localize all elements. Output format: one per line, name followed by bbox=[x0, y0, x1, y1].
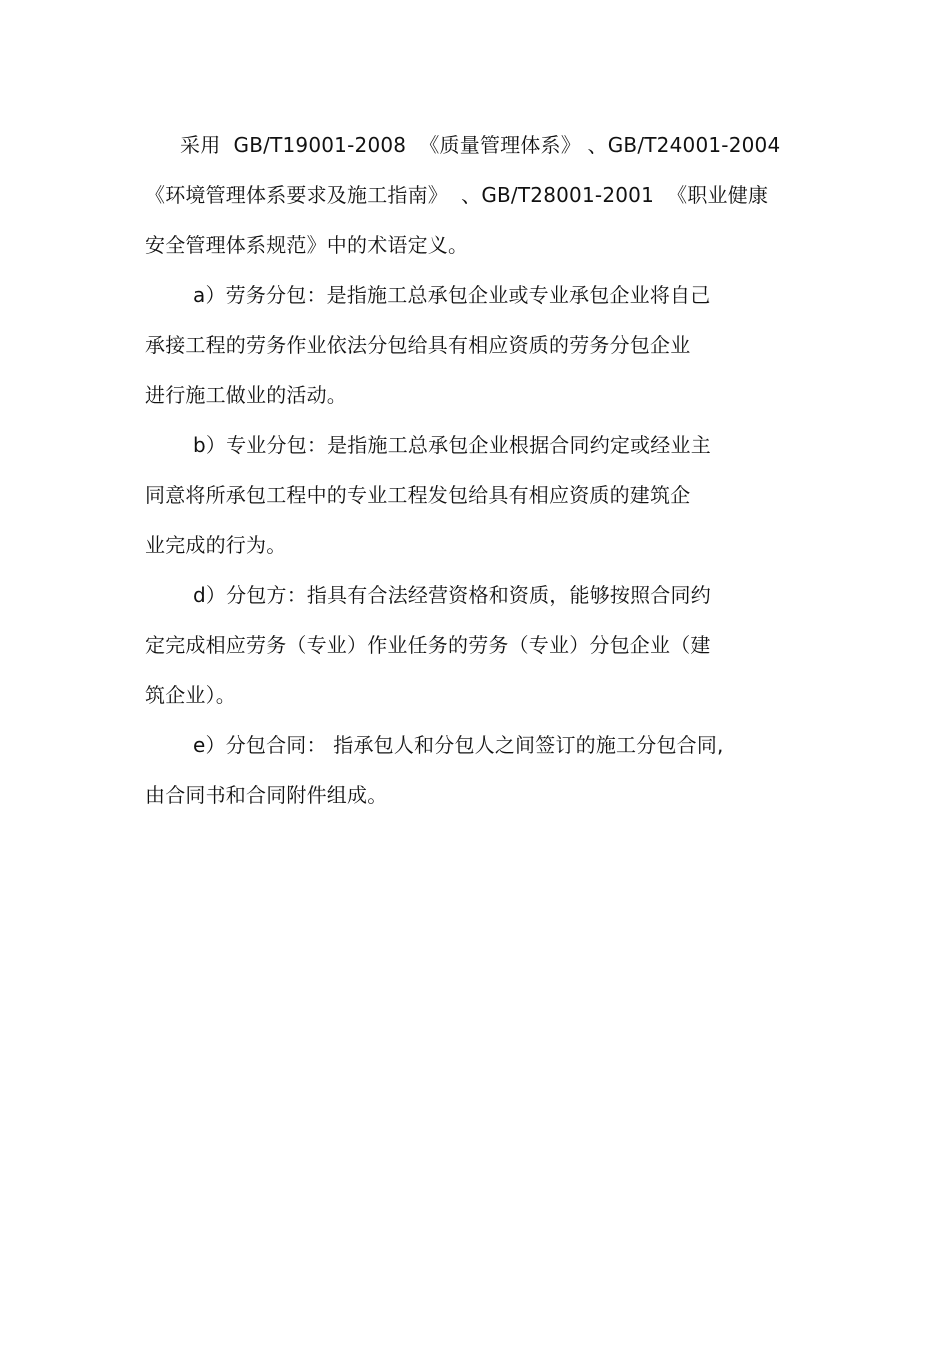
paragraph-3-line-2: 同意将所承包工程中的专业工程发包给具有相应资质的建筑企 bbox=[145, 483, 691, 507]
paragraph-4-line-2: 定完成相应劳务（专业）作业任务的劳务（专业）分包企业（建 bbox=[145, 633, 711, 657]
paragraph-4-line-1: d）分包方：指具有合法经营资格和资质，能够按照合同约 bbox=[193, 583, 711, 607]
paragraph-5-line-1: e）分包合同： 指承包人和分包人之间签订的施工分包合同, bbox=[193, 733, 724, 757]
paragraph-2-line-1: a）劳务分包：是指施工总承包企业或专业承包企业将自己 bbox=[193, 283, 711, 307]
paragraph-1-line-2: 《环境管理体系要求及施工指南》 、GB/T28001-2001 《职业健康 bbox=[145, 183, 769, 207]
paragraph-4-line-3: 筑企业）。 bbox=[145, 683, 236, 707]
paragraph-1-line-1: 采用 GB/T19001-2008 《质量管理体系》 、GB/T24001-2004 bbox=[180, 133, 781, 157]
paragraph-3-line-3: 业完成的行为。 bbox=[145, 533, 287, 557]
paragraph-1-line-3: 安全管理体系规范》中的术语定义。 bbox=[145, 233, 469, 257]
paragraph-3-line-1: b）专业分包：是指施工总承包企业根据合同约定或经业主 bbox=[193, 433, 711, 457]
paragraph-2-line-2: 承接工程的劳务作业依法分包给具有相应资质的劳务分包企业 bbox=[145, 333, 691, 357]
paragraph-5-line-2: 由合同书和合同附件组成。 bbox=[145, 783, 388, 807]
paragraph-2-line-3: 进行施工做业的活动。 bbox=[145, 383, 347, 407]
